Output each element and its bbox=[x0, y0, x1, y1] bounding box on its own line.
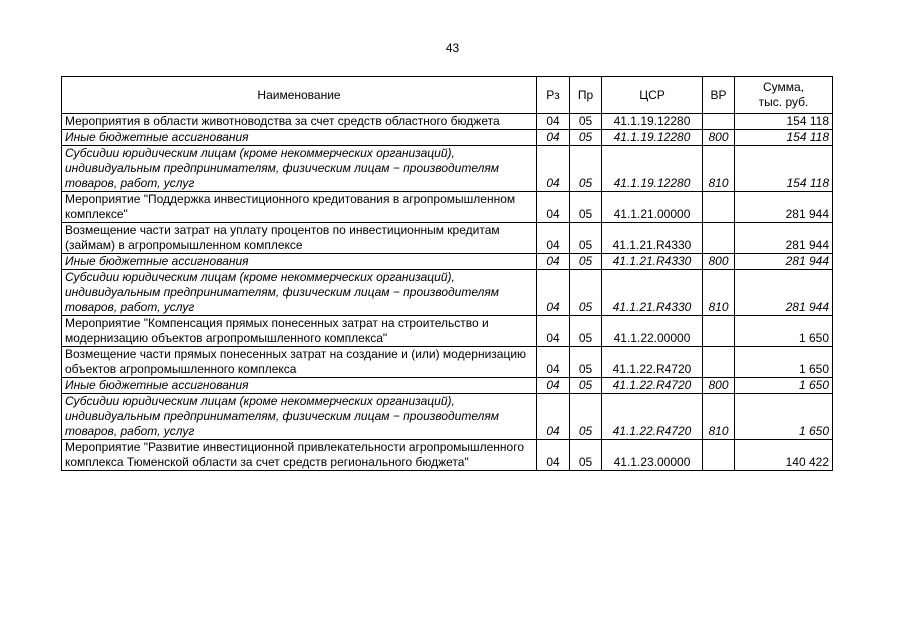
row-rz: 04 bbox=[537, 192, 570, 223]
row-csr: 41.1.21.R4330 bbox=[602, 270, 703, 316]
row-vr: 810 bbox=[703, 146, 735, 192]
table-row bbox=[62, 316, 833, 347]
row-pr: 05 bbox=[570, 192, 602, 223]
row-rz: 04 bbox=[537, 146, 570, 192]
table-row bbox=[62, 130, 833, 146]
row-name: Мероприятие "Компенсация прямых понесенных затрат на строительство и модернизацию объектов агропромышленного комплекса" bbox=[62, 316, 537, 347]
row-vr bbox=[703, 347, 735, 378]
row-vr bbox=[703, 440, 735, 471]
row-vr: 800 bbox=[703, 130, 735, 146]
row-csr: 41.1.22.00000 bbox=[602, 316, 703, 347]
row-rz: 04 bbox=[537, 223, 570, 254]
row-name: Иные бюджетные ассигнования bbox=[62, 254, 537, 270]
row-csr: 41.1.19.12280 bbox=[602, 114, 703, 130]
row-csr: 41.1.19.12280 bbox=[602, 130, 703, 146]
row-pr: 05 bbox=[570, 146, 602, 192]
row-name: Возмещение части прямых понесенных затрат на создание и (или) модернизацию объектов агропромышленного комплекса bbox=[62, 347, 537, 378]
row-sum: 154 118 bbox=[735, 146, 833, 192]
row-sum: 281 944 bbox=[735, 270, 833, 316]
row-sum: 1 650 bbox=[735, 316, 833, 347]
header-pr: Пр bbox=[570, 77, 602, 114]
row-name: Мероприятия в области животноводства за счет средств областного бюджета bbox=[62, 114, 537, 130]
row-sum: 1 650 bbox=[735, 394, 833, 440]
row-sum: 140 422 bbox=[735, 440, 833, 471]
row-pr: 05 bbox=[570, 254, 602, 270]
row-rz: 04 bbox=[537, 130, 570, 146]
table-row bbox=[62, 270, 833, 316]
row-csr: 41.1.23.00000 bbox=[602, 440, 703, 471]
row-sum: 281 944 bbox=[735, 192, 833, 223]
page-number: 43 bbox=[445, 41, 460, 55]
row-sum: 1 650 bbox=[735, 378, 833, 394]
table-header-row bbox=[62, 77, 833, 114]
row-csr: 41.1.21.R4330 bbox=[602, 223, 703, 254]
row-csr: 41.1.22.R4720 bbox=[602, 378, 703, 394]
header-sum-line2: тыс. руб. bbox=[758, 95, 809, 109]
row-csr: 41.1.22.R4720 bbox=[602, 347, 703, 378]
row-vr: 800 bbox=[703, 378, 735, 394]
header-rz: Рз bbox=[537, 77, 570, 114]
row-vr bbox=[703, 114, 735, 130]
row-pr: 05 bbox=[570, 270, 602, 316]
row-name: Субсидии юридическим лицам (кроме некоммерческих организаций), индивидуальным предпринимателям, физическим лицам − производителям товаров, работ, услуг bbox=[62, 394, 537, 440]
table-row bbox=[62, 254, 833, 270]
row-name: Иные бюджетные ассигнования bbox=[62, 130, 537, 146]
row-pr: 05 bbox=[570, 130, 602, 146]
row-rz: 04 bbox=[537, 254, 570, 270]
row-csr: 41.1.22.R4720 bbox=[602, 394, 703, 440]
row-rz: 04 bbox=[537, 114, 570, 130]
row-vr bbox=[703, 192, 735, 223]
row-name: Иные бюджетные ассигнования bbox=[62, 378, 537, 394]
row-csr: 41.1.21.00000 bbox=[602, 192, 703, 223]
row-rz: 04 bbox=[537, 394, 570, 440]
row-csr: 41.1.21.R4330 bbox=[602, 254, 703, 270]
table-row bbox=[62, 223, 833, 254]
row-vr: 810 bbox=[703, 270, 735, 316]
table-row bbox=[62, 394, 833, 440]
row-pr: 05 bbox=[570, 316, 602, 347]
row-sum: 154 118 bbox=[735, 114, 833, 130]
table-row bbox=[62, 440, 833, 471]
row-vr bbox=[703, 223, 735, 254]
row-rz: 04 bbox=[537, 378, 570, 394]
header-name: Наименование bbox=[62, 77, 537, 114]
budget-table bbox=[61, 76, 833, 471]
row-vr: 810 bbox=[703, 394, 735, 440]
row-pr: 05 bbox=[570, 347, 602, 378]
row-name: Субсидии юридическим лицам (кроме некоммерческих организаций), индивидуальным предпринимателям, физическим лицам − производителям товаров, работ, услуг bbox=[62, 146, 537, 192]
header-sum bbox=[735, 77, 833, 114]
row-rz: 04 bbox=[537, 270, 570, 316]
row-pr: 05 bbox=[570, 223, 602, 254]
row-rz: 04 bbox=[537, 316, 570, 347]
header-sum-line1: Сумма, bbox=[762, 80, 805, 94]
row-vr: 800 bbox=[703, 254, 735, 270]
row-sum: 1 650 bbox=[735, 347, 833, 378]
row-csr: 41.1.19.12280 bbox=[602, 146, 703, 192]
row-pr: 05 bbox=[570, 114, 602, 130]
table-row bbox=[62, 378, 833, 394]
table-row bbox=[62, 146, 833, 192]
row-name: Субсидии юридическим лицам (кроме некоммерческих организаций), индивидуальным предпринимателям, физическим лицам − производителям товаров, работ, услуг bbox=[62, 270, 537, 316]
header-csr: ЦСР bbox=[602, 77, 703, 114]
row-rz: 04 bbox=[537, 347, 570, 378]
header-vr: ВР bbox=[703, 77, 735, 114]
table-row bbox=[62, 114, 833, 130]
table-row bbox=[62, 347, 833, 378]
row-name: Возмещение части затрат на уплату процентов по инвестиционным кредитам (займам) в агропромышленном комплексе bbox=[62, 223, 537, 254]
row-sum: 154 118 bbox=[735, 130, 833, 146]
row-name: Мероприятие "Развитие инвестиционной привлекательности агропромышленного комплекса Тюменской области за счет средств регионального бюджета" bbox=[62, 440, 537, 471]
row-pr: 05 bbox=[570, 440, 602, 471]
table-row bbox=[62, 192, 833, 223]
row-sum: 281 944 bbox=[735, 254, 833, 270]
row-name: Мероприятие "Поддержка инвестиционного кредитования в агропромышленном комплексе" bbox=[62, 192, 537, 223]
row-vr bbox=[703, 316, 735, 347]
row-sum: 281 944 bbox=[735, 223, 833, 254]
row-rz: 04 bbox=[537, 440, 570, 471]
row-pr: 05 bbox=[570, 378, 602, 394]
row-pr: 05 bbox=[570, 394, 602, 440]
